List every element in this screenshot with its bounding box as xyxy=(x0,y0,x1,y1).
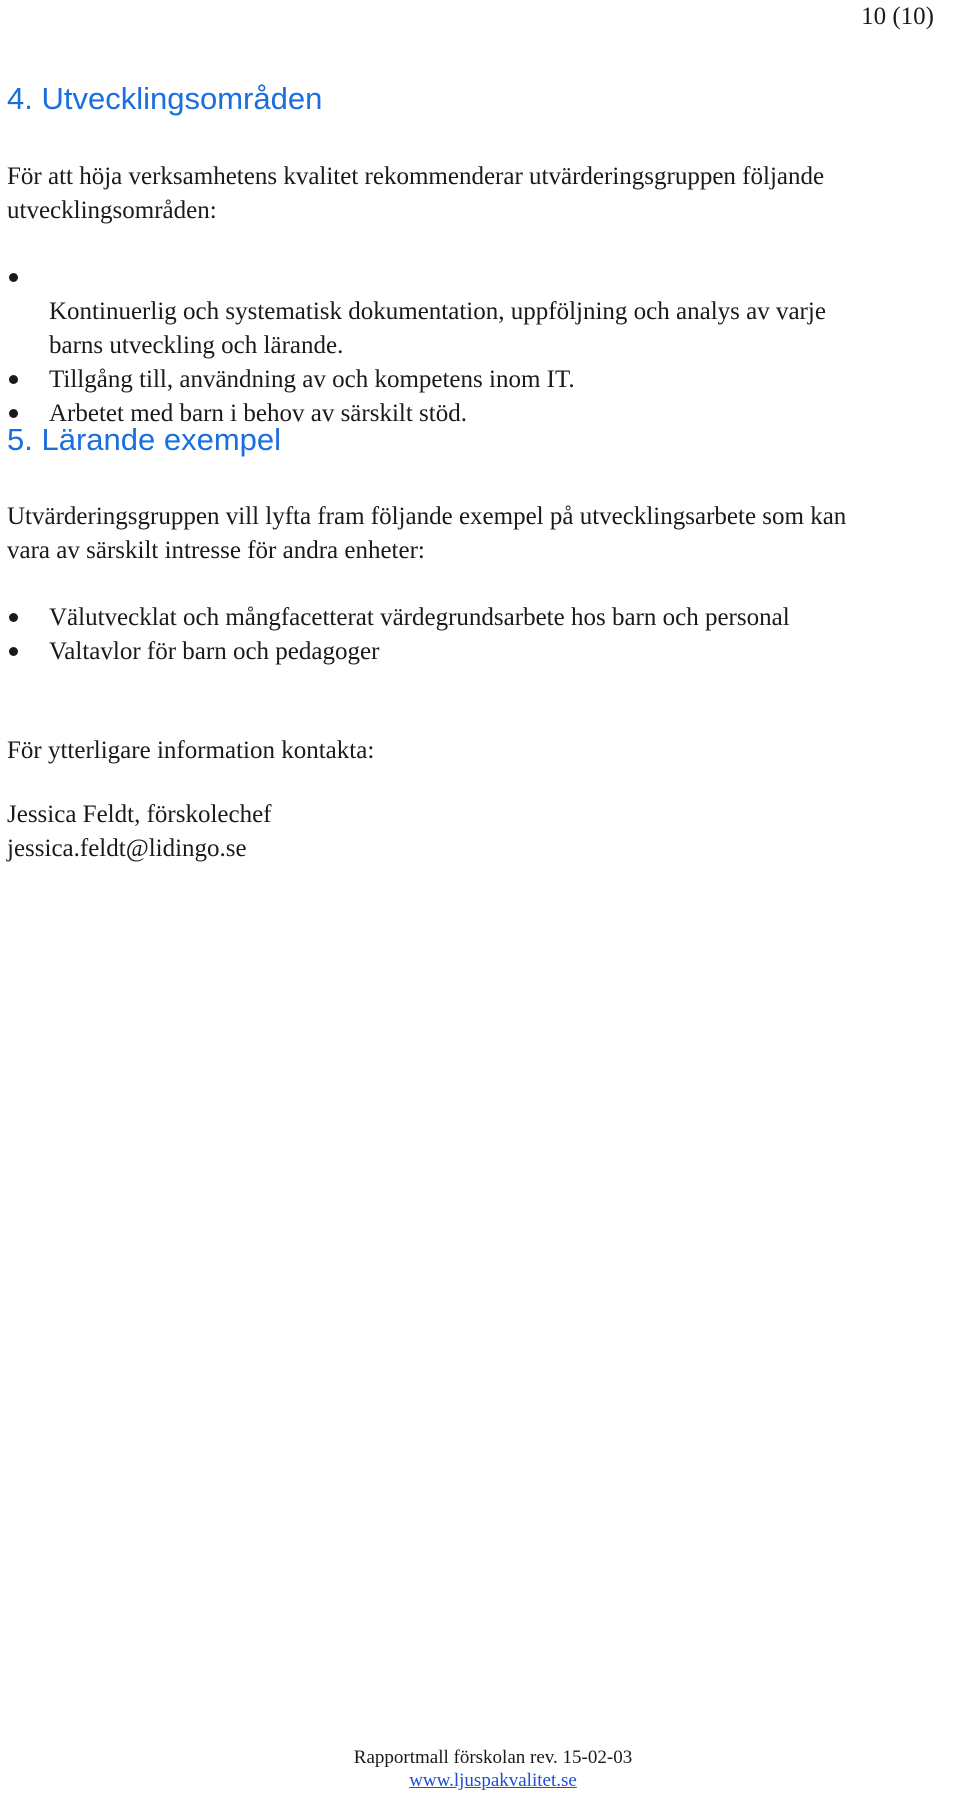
list-item-text: Välutvecklat och mångfacetterat värdegrundsarbete hos barn och personal xyxy=(49,604,790,631)
page-number: 10 (10) xyxy=(861,3,934,30)
section5-intro: Utvärderingsgruppen vill lyfta fram följande exempel på utvecklingsarbete som kan vara av särskilt intresse för andra enheter: xyxy=(7,503,847,564)
footer-website-link[interactable]: www.ljuspakvalitet.se xyxy=(409,1770,577,1791)
list-item-text: Arbetet med barn i behov av särskilt stöd. xyxy=(49,400,467,427)
section-heading-utvecklingsomraden: 4. Utvecklingsområden xyxy=(7,81,323,116)
list-item xyxy=(7,601,947,635)
list-item xyxy=(7,363,947,397)
bullet-icon xyxy=(9,375,18,384)
list-item xyxy=(7,261,947,363)
list-item xyxy=(7,635,947,669)
bullet-icon xyxy=(9,613,18,622)
learning-examples-list xyxy=(7,601,947,669)
contact-email[interactable]: jessica.feldt@lidingo.se xyxy=(7,835,247,862)
section4-intro: För att höja verksamhetens kvalitet rekommenderar utvärderingsgruppen följande utvecklingsområden: xyxy=(7,163,825,224)
contact-name: Jessica Feldt, förskolechef xyxy=(7,801,272,828)
list-item-text: Kontinuerlig och systematisk dokumentation, uppföljning och analys av varje barns utveckling och lärande. xyxy=(49,298,826,359)
footer-website-wrapper xyxy=(0,1770,960,1792)
section-heading-larande-exempel: 5. Lärande exempel xyxy=(7,422,282,457)
bullet-icon xyxy=(9,647,18,656)
contact-lead: För ytterligare information kontakta: xyxy=(7,737,375,764)
footer-template-revision: Rapportmall förskolan rev. 15-02-03 xyxy=(353,1747,633,1768)
list-item-text: Tillgång till, användning av och kompetens inom IT. xyxy=(49,366,575,393)
bullet-icon xyxy=(9,273,18,282)
development-areas-list xyxy=(7,261,947,431)
list-item-text: Valtavlor för barn och pedagoger xyxy=(49,638,380,665)
bullet-icon xyxy=(9,409,18,418)
